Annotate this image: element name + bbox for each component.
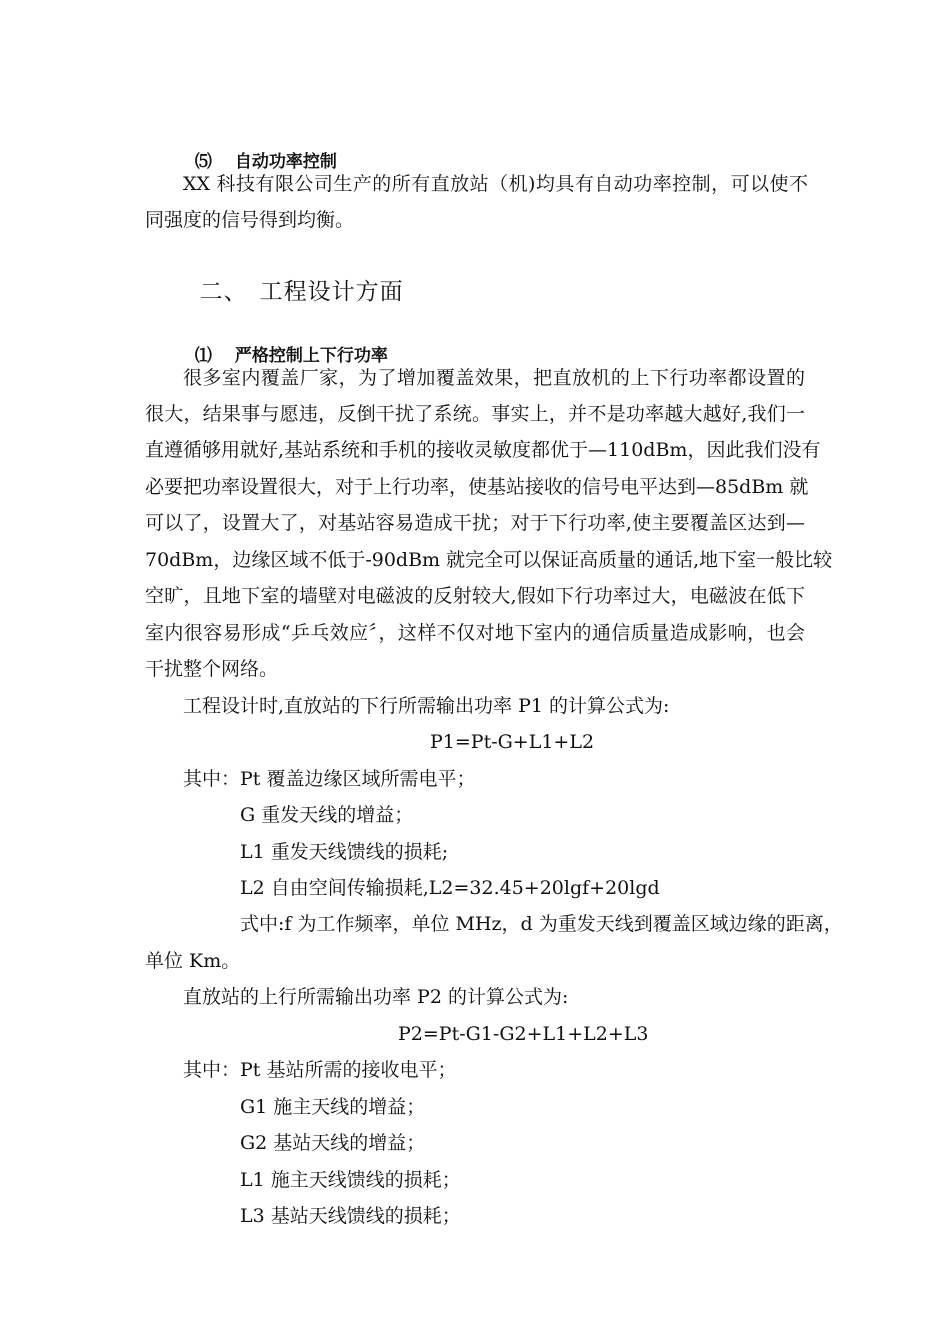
formula-note: 式中:f 为工作频率，单位 MHz，d 为重发天线到覆盖区域边缘的距离， xyxy=(240,913,843,935)
paragraph-line: 直遵循够用就好,基站系统和手机的接收灵敏度都优于—110dBm，因此我们没有 xyxy=(145,439,821,461)
paragraph-line: 70dBm，边缘区域不低于-90dBm 就完全可以保证高质量的通话,地下室一般比较 xyxy=(145,549,833,571)
paragraph-line: 干扰整个网络。 xyxy=(145,658,279,680)
chapter-heading xyxy=(183,256,404,304)
paragraph-line: 可以了，设置大了，对基站容易造成干扰；对于下行功率,使主要覆盖区达到— xyxy=(145,512,805,534)
section-title: 严格控制上下行功率 xyxy=(234,346,388,366)
paragraph-line: 很大，结果事与愿违，反倒干扰了系统。事实上，并不是功率越大越好,我们一 xyxy=(145,403,805,425)
paragraph-line: XX 科技有限公司生产的所有直放站（机)均具有自动功率控制，可以使不 xyxy=(183,173,808,195)
paragraph-line: 必要把功率设置很大，对于上行功率，使基站接收的信号电平达到—85dBm 就 xyxy=(145,476,809,498)
downlink-formula: P1=Pt-G+L1+L2 xyxy=(430,731,595,753)
paragraph-line: 很多室内覆盖厂家，为了增加覆盖效果，把直放机的上下行功率都设置的 xyxy=(183,367,805,389)
uplink-where: 其中：Pt 基站所需的接收电平； xyxy=(183,1059,457,1081)
term-definition: G2 基站天线的增益； xyxy=(240,1132,426,1154)
term-definition: L2 自由空间传输损耗,L2=32.45+20lgf+20lgd xyxy=(240,877,660,899)
section-5-heading xyxy=(183,126,337,174)
paragraph-line: 同强度的信号得到均衡。 xyxy=(145,209,355,231)
paragraph-line: 空旷，且地下室的墙壁对电磁波的反射较大,假如下行功率过大，电磁波在低下 xyxy=(145,585,805,607)
paragraph-line: 室内很容易形成“乒乓效应〞，这样不仅对地下室内的通信质量造成影响，也会 xyxy=(145,622,805,644)
section-number: ⑴ xyxy=(194,346,212,366)
chapter-number: 二、 xyxy=(199,279,248,305)
uplink-formula: P2=Pt-G1-G2+L1+L2+L3 xyxy=(398,1023,649,1045)
downlink-intro: 工程设计时,直放站的下行所需输出功率 P1 的计算公式为: xyxy=(183,695,670,717)
term-definition: L3 基站天线馈线的损耗； xyxy=(240,1205,461,1227)
uplink-intro: 直放站的上行所需输出功率 P2 的计算公式为: xyxy=(183,986,569,1008)
section-number: ⑸ xyxy=(194,152,212,172)
term-definition: G 重发天线的增益； xyxy=(240,804,414,826)
chapter-title: 工程设计方面 xyxy=(259,279,404,305)
downlink-where: 其中：Pt 覆盖边缘区域所需电平； xyxy=(183,768,476,790)
term-definition: G1 施主天线的增益； xyxy=(240,1096,426,1118)
term-definition: L1 重发天线馈线的损耗; xyxy=(240,841,449,863)
section-title: 自动功率控制 xyxy=(234,152,337,172)
section-1-heading xyxy=(183,320,388,368)
formula-note: 单位 Km。 xyxy=(145,950,241,972)
term-definition: L1 施主天线馈线的损耗； xyxy=(240,1169,461,1191)
